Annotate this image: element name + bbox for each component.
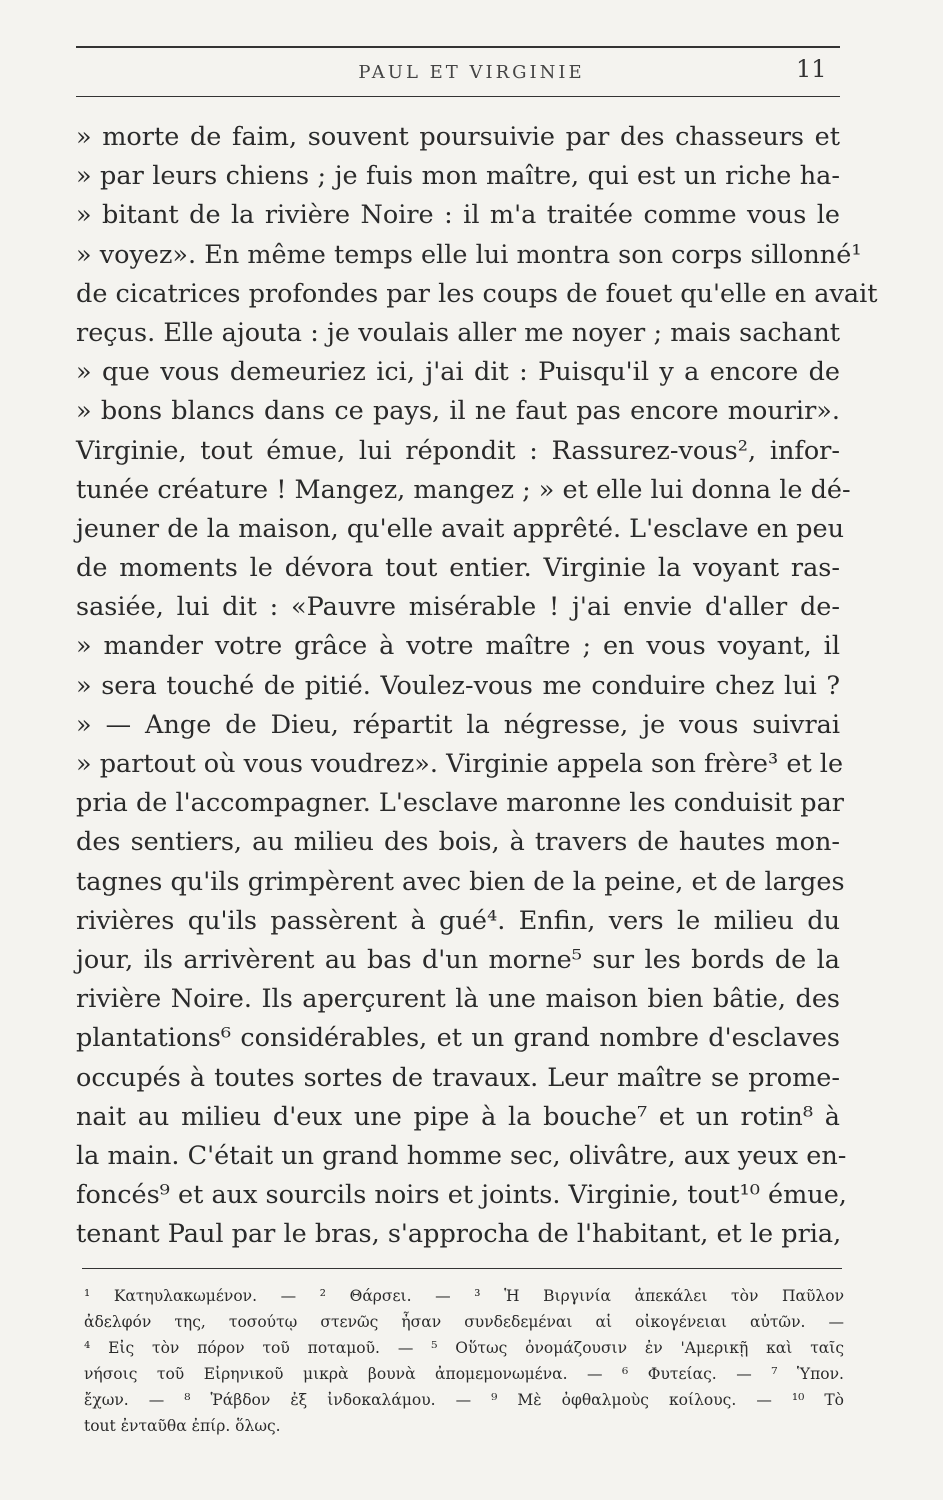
body-line: tagnes qu'ils grimpèrent avec bien de la peine, et de larges <box>76 866 845 897</box>
running-title: PAUL ET VIRGINIE <box>358 62 585 83</box>
body-line: de moments le dévora tout entier. Virginie la voyant ras- <box>76 553 840 584</box>
body-line: occupés à toutes sortes de travaux. Leur maître se prome- <box>76 1062 840 1093</box>
body-line: » — Ange de Dieu, répartit la négresse, je vous suivrai <box>76 709 840 740</box>
body-line: reçus. Elle ajouta : je voulais aller me noyer ; mais sachant <box>76 317 840 348</box>
body-line: » que vous demeuriez ici, j'ai dit : Puisqu'il y a encore de <box>76 357 840 388</box>
body-line: sasiée, lui dit : «Pauvre misérable ! j'ai envie d'aller de- <box>76 592 840 623</box>
body-text <box>76 118 878 1254</box>
body-line: des sentiers, au milieu des bois, à travers de hautes mon- <box>76 827 840 858</box>
body-line: » partout où vous voudrez». Virginie appela son frère³ et le <box>76 749 844 779</box>
footnote-line: tout ἐνταῦθα ἐπίρ. ὅλως. <box>84 1417 281 1435</box>
body-line: foncés⁹ et aux sourcils noirs et joints. Virginie, tout¹⁰ émue, <box>76 1180 847 1211</box>
body-line: nait au milieu d'eux une pipe à la bouche⁷ et un rotin⁸ à <box>76 1101 840 1132</box>
body-line: » bitant de la rivière Noire : il m'a traitée comme vous le <box>76 200 840 231</box>
body-line: tenant Paul par le bras, s'approcha de l'habitant, et le pria, <box>76 1219 842 1250</box>
body-line: rivières qu'ils passèrent à gué⁴. Enfin, vers le milieu du <box>76 905 840 936</box>
header-rule-top <box>76 46 840 48</box>
body-line: pria de l'accompagner. L'esclave maronne les conduisit par <box>76 788 844 819</box>
body-line: jour, ils arrivèrent au bas d'un morne⁵ sur les bords de la <box>76 944 840 975</box>
body-line: » morte de faim, souvent poursuivie par des chasseurs et <box>76 122 840 152</box>
header-rule-bottom <box>76 96 840 97</box>
body-line: » mander votre grâce à votre maître ; en vous voyant, il <box>76 631 840 662</box>
page-number: 11 <box>796 55 827 83</box>
body-line: tunée créature ! Mangez, mangez ; » et elle lui donna le dé- <box>76 474 851 505</box>
body-line: Virginie, tout émue, lui répondit : Rassurez-vous², infor- <box>76 435 840 466</box>
footnote-line: ¹ Κατηυλακωμένον. — ² Θάρσει. — ³ Ἡ Βιργινία ἀπεκάλει τὸν Παῦλον <box>84 1287 844 1305</box>
footnote-line: νήσοις τοῦ Εἰρηνικοῦ μικρὰ βουνὰ ἀπομεμονωμένα. — ⁶ Φυτείας. — ⁷ Ὑπον. <box>84 1365 844 1383</box>
body-line: jeuner de la maison, qu'elle avait apprêté. L'esclave en peu <box>76 513 845 544</box>
body-line: » sera touché de pitié. Voulez-vous me conduire chez lui ? <box>76 670 840 701</box>
body-line: rivière Noire. Ils aperçurent là une maison bien bâtie, des <box>76 984 840 1015</box>
body-line: » voyez». En même temps elle lui montra son corps sillonné¹ <box>76 239 862 270</box>
footnotes <box>84 1283 844 1439</box>
body-line: de cicatrices profondes par les coups de fouet qu'elle en avait <box>76 278 878 309</box>
body-line: » par leurs chiens ; je fuis mon maître, qui est un riche ha- <box>76 161 840 192</box>
footnote-line: ἔχων. — ⁸ Ῥάβδον ἐξ ἰνδοκαλάμου. — ⁹ Μὲ ὀφθαλμοὺς κοίλους. — ¹⁰ Τὸ <box>84 1391 844 1409</box>
footnote-line: ⁴ Εἰς τὸν πόρον τοῦ ποταμοῦ. — ⁵ Οὕτως ὀνομάζουσιν ἐν 'Αμερικῇ καὶ ταῖς <box>84 1339 844 1357</box>
body-line: » bons blancs dans ce pays, il ne faut pas encore mourir». <box>76 396 840 427</box>
footnote-rule <box>82 1268 842 1269</box>
body-line: la main. C'était un grand homme sec, olivâtre, aux yeux en- <box>76 1140 847 1171</box>
footnote-line: ἀδελφόν της, τοσούτῳ στενῶς ἦσαν συνδεδεμέναι αἱ οἰκογένειαι αὐτῶν. — <box>84 1313 844 1331</box>
body-line: plantations⁶ considérables, et un grand nombre d'esclaves <box>76 1023 840 1054</box>
